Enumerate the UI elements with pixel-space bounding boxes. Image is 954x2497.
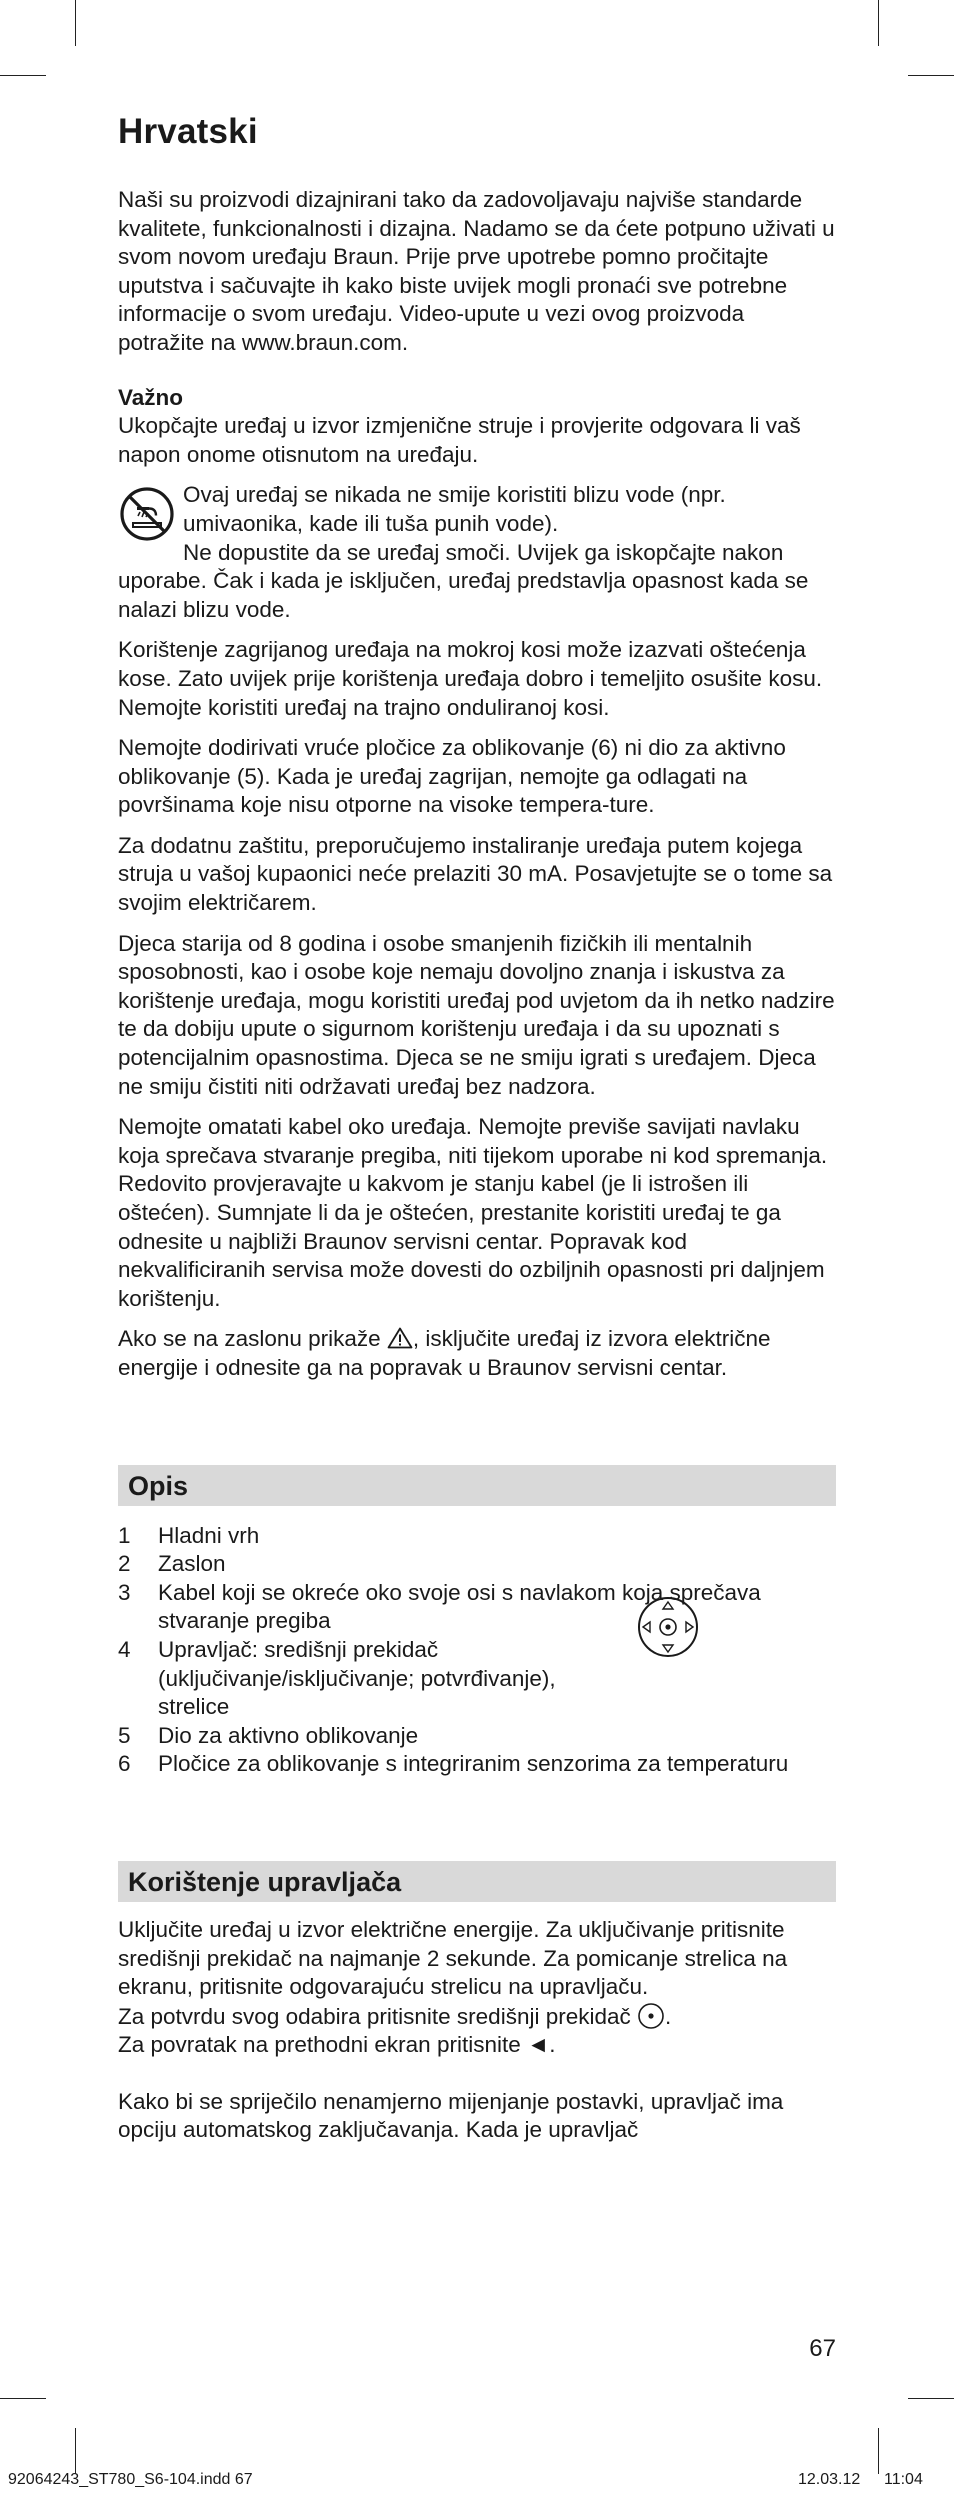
crop-mark: [878, 0, 879, 46]
crop-mark: [0, 75, 46, 76]
crop-mark: [75, 2428, 76, 2474]
important-p7-start: Ako se na zaslonu prikaže: [118, 1326, 381, 1352]
footer-time: 11:04: [884, 2471, 923, 2488]
important-p2: Korištenje zagrijanog uređaja na mokroj kosi može izazvati oštećenja kose. Zato uvijek prije korištenja uređaja dobro i temeljito osušite kosu. Nemojte koristiti uređaj na trajno onduliranoj kosi.: [118, 637, 823, 720]
list-item: 3 Kabel koji se okreće oko svoje osi s navlakom koja sprečava stvaranje pregiba: [118, 1579, 761, 1634]
important-p5: Djeca starija od 8 godina i osobe smanjenih fizičkih ili mentalnih sposobnosti, kao i osobe koje nemaju dovoljno znanja i iskustva za korištenje uređaja, mogu koristiti uređaj pod uvjetom da ih netko nadzire te da dobiju upute o sigurnom korištenju uređaja i da su upoznati s potencijalnim opasnostima. Djeca se ne smiju igrati s uređajem. Djeca ne smiju čistiti niti održavati uređaj bez nadzora.: [118, 930, 835, 1099]
upravljac-section: [118, 1861, 836, 2145]
list-item: 4 Upravljač: središnji prekidač (uključivanje/isključivanje; potvrđivanje), strelice: [118, 1636, 556, 1720]
page-title: Hrvatski: [118, 112, 258, 151]
list-item: 5 Dio za aktivno oblikovanje: [118, 1722, 419, 1748]
water-warning: [118, 481, 836, 624]
upravljac-p3: Za povratak na prethodni ekran pritisnite ◄.: [118, 2031, 836, 2060]
warning-triangle-icon: [387, 1327, 413, 1349]
crop-mark: [75, 0, 76, 46]
important-section: [118, 384, 836, 1383]
upravljac-p1: Uključite uređaj u izvor električne energije. Za uključivanje pritisnite središnji prekidač na najmanje 2 sekunde. Za pomicanje strelica na ekranu, pritisnite odgovarajuću strelicu na upravljaču.: [118, 1916, 788, 2000]
warning-line-1: Ovaj uređaj se nikada ne smije koristiti blizu vode (npr. umivaonika, kade ili tuša punih vode).: [183, 482, 726, 536]
page-number: 67: [809, 2335, 836, 2362]
upravljac-p2: Za potvrdu svog odabira pritisnite središnji prekidač .: [118, 2003, 672, 2029]
footer-date: 12.03.12: [798, 2471, 861, 2488]
upravljac-p4: Kako bi se spriječilo nenamjerno mijenjanje postavki, upravljač ima opciju automatskog zaključavanja. Kada je upravljač: [118, 2088, 784, 2143]
crop-mark: [0, 2398, 46, 2399]
crop-mark: [908, 2398, 954, 2399]
no-shower-icon: [118, 485, 176, 543]
left-arrow-icon: ◄: [527, 2032, 550, 2058]
important-p1: Ukopčajte uređaj u izvor izmjenične struje i provjerite odgovara li vaš napon onome otisnutom na uređaju.: [118, 413, 801, 467]
crop-mark: [908, 75, 954, 76]
center-button-icon: [637, 2002, 665, 2030]
controller-dpad-icon: [636, 1595, 700, 1659]
list-item: 2 Zaslon: [118, 1551, 226, 1577]
section-title-opis: Opis: [118, 1465, 836, 1506]
opis-section: [118, 1465, 836, 1779]
page-content: [118, 108, 836, 2157]
footer-filename: 92064243_ST780_S6-104.indd 67: [8, 2471, 253, 2488]
important-p6a: Nemojte omatati kabel oko uređaja. Nemojte previše savijati navlaku koja sprečava stvaranje pregiba, niti tijekom uporabe ni kod spremanja.: [118, 1114, 828, 1168]
list-item: 6 Pločice za oblikovanje s integriranim senzorima za temperaturu: [118, 1751, 789, 1777]
description-list: [118, 1522, 836, 1779]
important-p3: Nemojte dodirivati vruće pločice za oblikovanje (6) ni dio za aktivno oblikovanje (5). Kada je uređaj zagrijan, nemojte ga odlagati na površinama koje nisu otporne na visoke tempera-ture.: [118, 735, 786, 818]
important-p6b: Redovito provjeravajte u kakvom je stanju kabel (je li istrošen ili oštećen). Sumnjate li da je oštećen, prestanite koristiti uređaj te ga odnesite u najbliži Braunov servisni centar. Popravak kod nekvalificiranih servisa može dovesti do ozbiljnih opasnosti pri daljnjem korištenju.: [118, 1171, 825, 1311]
important-p4: Za dodatnu zaštitu, preporučujemo instaliranje uređaja putem kojega struja u vašoj kupaonici neće prelaziti 30 mA. Posavjetujte se o tome sa svojim električarem.: [118, 832, 833, 916]
section-title-upravljac: Korištenje upravljača: [118, 1861, 836, 1902]
important-p7: [118, 1325, 836, 1382]
important-title: Važno: [118, 384, 184, 410]
warning-line-2: Ne dopustite da se uređaj smoči. Uvijek ga iskopčajte nakon uporabe. Čak i kada je isključen, uređaj predstavlja opasnost kada se nalazi blizu vode.: [118, 539, 809, 622]
crop-mark: [878, 2428, 879, 2474]
list-item: 1 Hladni vrh: [118, 1522, 260, 1548]
important-p7-end: , isključite uređaj iz izvora električne energije i odnesite ga na popravak u Braunov servisni centar.: [118, 1326, 771, 1380]
intro-paragraph: Naši su proizvodi dizajnirani tako da zadovoljavaju najviše standarde kvalitete, funkcionalnosti i dizajna. Nadamo se da ćete potpuno uživati u svom novom uređaju Braun. Prije prve upotrebe pomno pročitajte uputstva i sačuvajte ih kako biste uvijek mogli pronaći sve potrebne informacije o svom uređaju. Video-upute u vezi ovog proizvoda potražite na www.braun.com.: [118, 187, 835, 355]
